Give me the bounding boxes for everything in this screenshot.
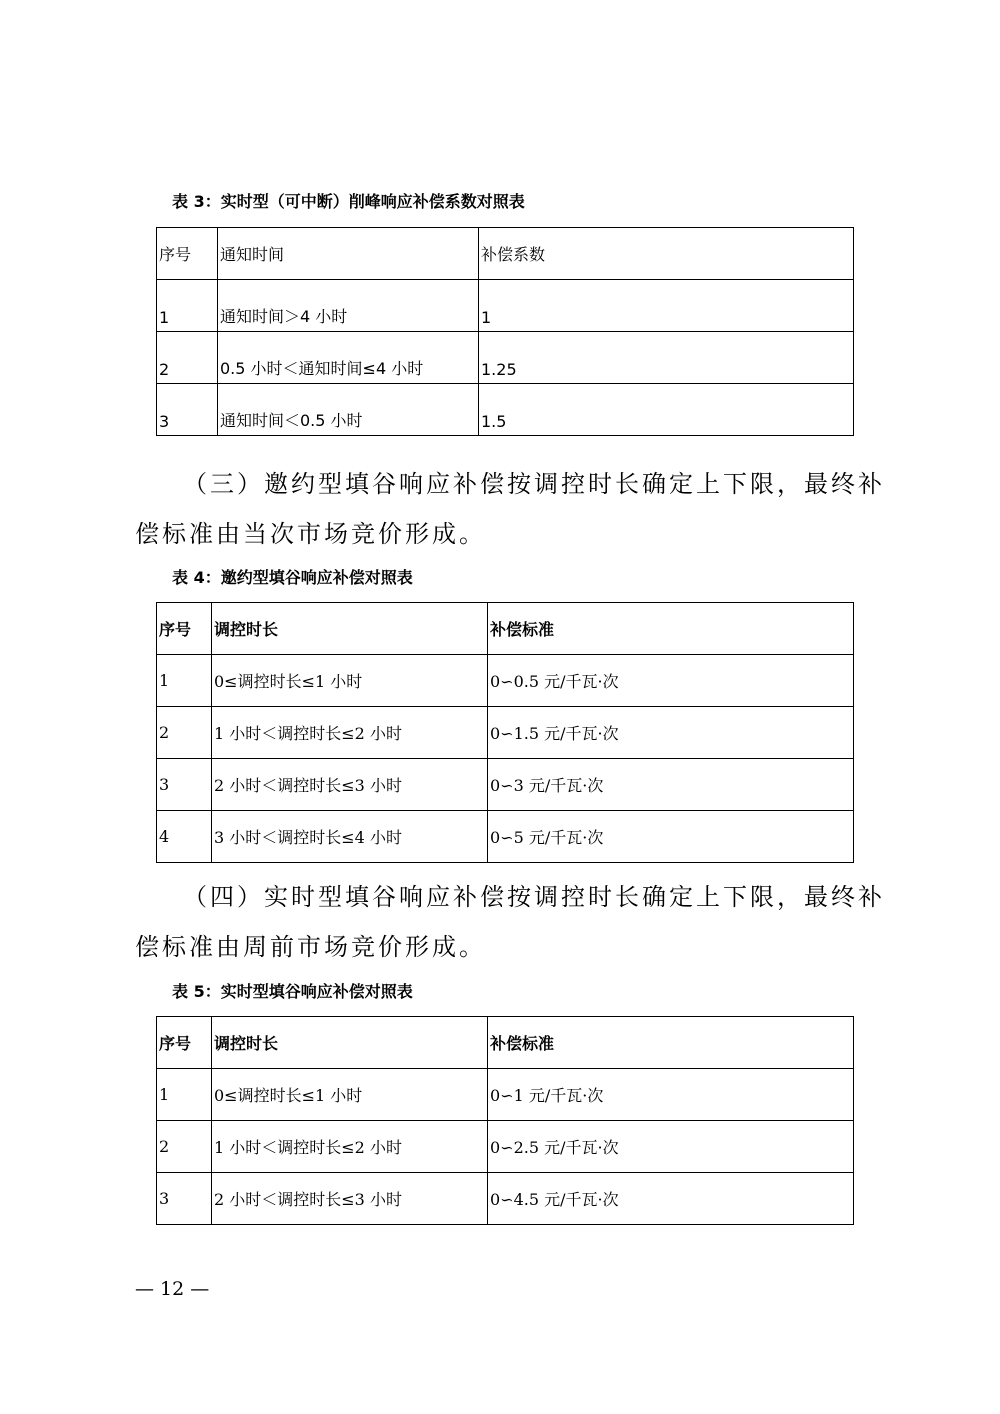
table4 xyxy=(156,602,854,863)
paragraph-line: （三）邀约型填谷响应补偿按调控时长确定上下限，最终补 xyxy=(183,470,885,498)
table-row xyxy=(157,280,854,332)
table-row xyxy=(157,384,854,436)
table-cell: 0∽1.5 元/千瓦·次 xyxy=(488,707,854,759)
table-cell: 1 xyxy=(157,655,212,707)
table-row xyxy=(157,707,854,759)
table3 xyxy=(156,227,854,436)
table-cell: 0≤调控时长≤1 小时 xyxy=(212,1069,488,1121)
table-row xyxy=(157,759,854,811)
table-cell: 1 xyxy=(479,280,854,332)
table-row xyxy=(157,1173,854,1225)
header-cell-index: 序号 xyxy=(157,1017,212,1069)
table-cell: 1.25 xyxy=(479,332,854,384)
table-header-row xyxy=(157,1017,854,1069)
table-cell: 1 小时＜调控时长≤2 小时 xyxy=(212,1121,488,1173)
table-cell: 0∽0.5 元/千瓦·次 xyxy=(488,655,854,707)
table-cell: 1.5 xyxy=(479,384,854,436)
paragraph-section-3 xyxy=(135,459,885,559)
table-cell: 通知时间＜0.5 小时 xyxy=(218,384,479,436)
header-cell-duration: 调控时长 xyxy=(212,1017,488,1069)
table-header-row xyxy=(157,228,854,280)
paragraph-line: 偿标准由周前市场竞价形成。 xyxy=(135,933,486,961)
table-cell: 0∽1 元/千瓦·次 xyxy=(488,1069,854,1121)
table-cell: 3 xyxy=(157,384,218,436)
header-cell-standard: 补偿标准 xyxy=(488,1017,854,1069)
header-cell-index: 序号 xyxy=(157,228,218,280)
table-cell: 0∽4.5 元/千瓦·次 xyxy=(488,1173,854,1225)
table-cell: 通知时间＞4 小时 xyxy=(218,280,479,332)
table-row xyxy=(157,332,854,384)
table3-caption: 表 3：实时型（可中断）削峰响应补偿系数对照表 xyxy=(172,192,525,211)
table-cell: 4 xyxy=(157,811,212,863)
table-row xyxy=(157,655,854,707)
table5 xyxy=(156,1016,854,1225)
table-cell: 1 xyxy=(157,1069,212,1121)
header-cell-coefficient: 补偿系数 xyxy=(479,228,854,280)
table-row xyxy=(157,1121,854,1173)
table-cell: 2 xyxy=(157,707,212,759)
header-cell-index: 序号 xyxy=(157,603,212,655)
table-cell: 2 xyxy=(157,1121,212,1173)
table5-caption: 表 5：实时型填谷响应补偿对照表 xyxy=(172,982,413,1001)
table4-caption: 表 4：邀约型填谷响应补偿对照表 xyxy=(172,568,413,587)
table-cell: 3 小时＜调控时长≤4 小时 xyxy=(212,811,488,863)
table-cell: 2 小时＜调控时长≤3 小时 xyxy=(212,1173,488,1225)
table-cell: 2 小时＜调控时长≤3 小时 xyxy=(212,759,488,811)
table-cell: 3 xyxy=(157,759,212,811)
table-row xyxy=(157,811,854,863)
header-cell-notice-time: 通知时间 xyxy=(218,228,479,280)
table-cell: 0∽5 元/千瓦·次 xyxy=(488,811,854,863)
table-row xyxy=(157,1069,854,1121)
table-cell: 0.5 小时＜通知时间≤4 小时 xyxy=(218,332,479,384)
table-cell: 1 小时＜调控时长≤2 小时 xyxy=(212,707,488,759)
paragraph-line: 偿标准由当次市场竞价形成。 xyxy=(135,520,486,548)
table-header-row xyxy=(157,603,854,655)
table-cell: 0∽3 元/千瓦·次 xyxy=(488,759,854,811)
table-cell: 0≤调控时长≤1 小时 xyxy=(212,655,488,707)
table-cell: 0∽2.5 元/千瓦·次 xyxy=(488,1121,854,1173)
header-cell-duration: 调控时长 xyxy=(212,603,488,655)
table-cell: 3 xyxy=(157,1173,212,1225)
table-cell: 2 xyxy=(157,332,218,384)
paragraph-line: （四）实时型填谷响应补偿按调控时长确定上下限，最终补 xyxy=(183,883,885,911)
table-cell: 1 xyxy=(157,280,218,332)
page-number: — 12 — xyxy=(135,1278,210,1300)
paragraph-section-4 xyxy=(135,872,885,972)
header-cell-standard: 补偿标准 xyxy=(488,603,854,655)
